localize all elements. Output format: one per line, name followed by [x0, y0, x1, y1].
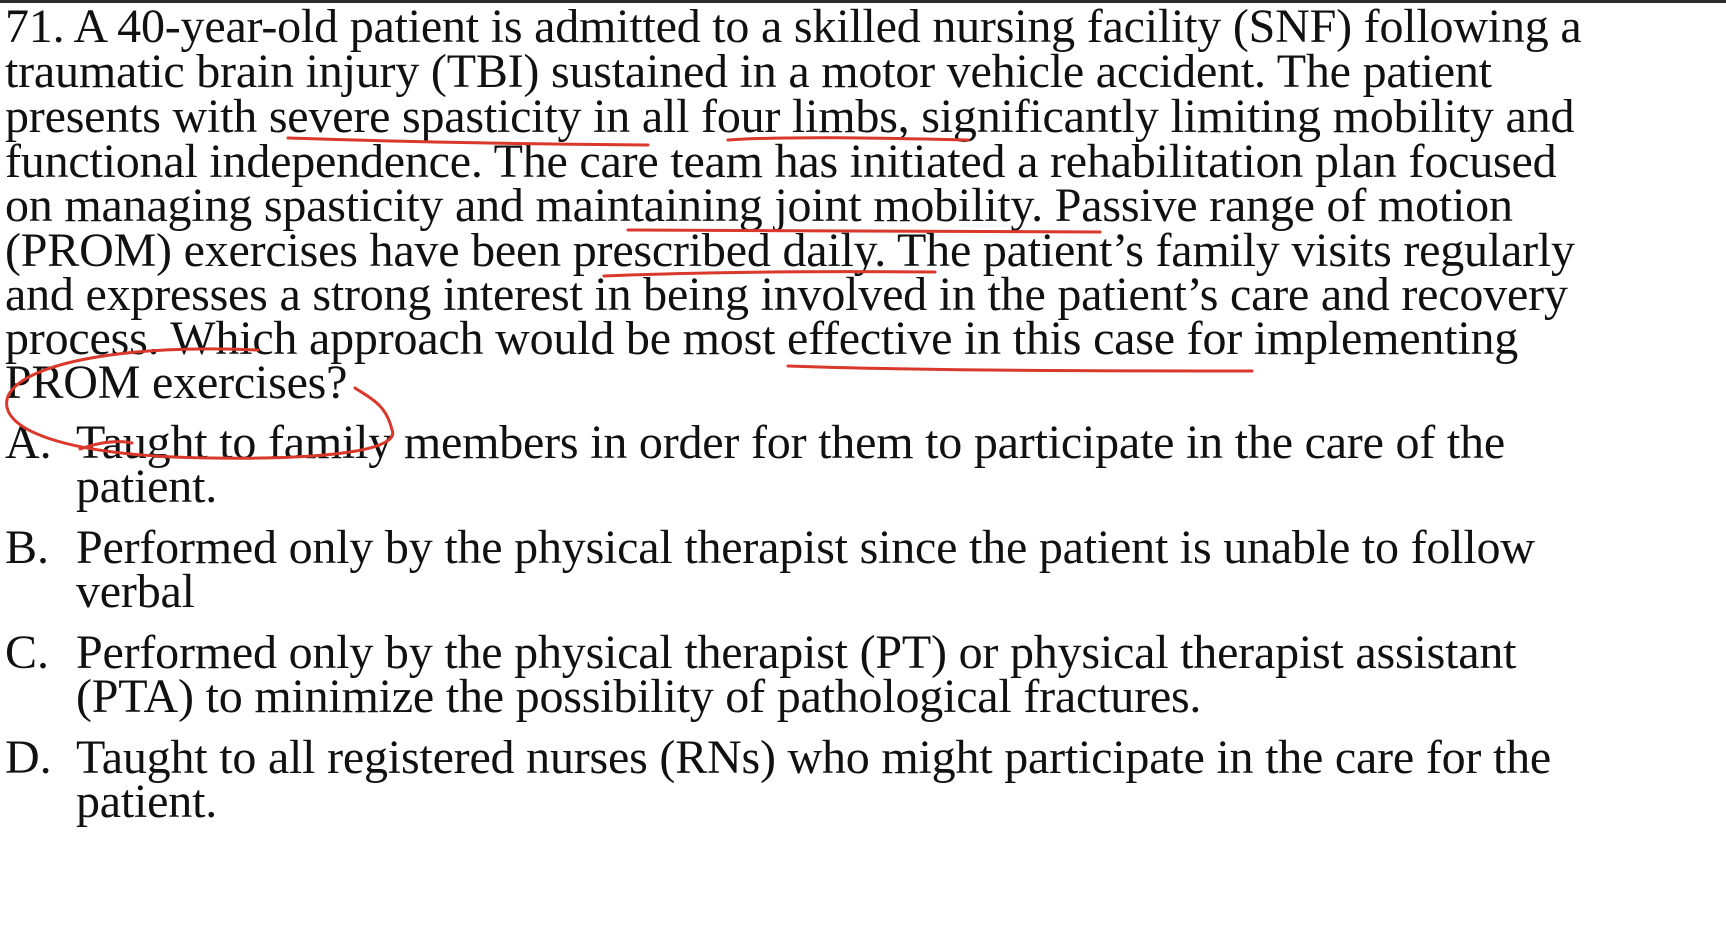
- option-b-line-2: verbal: [76, 565, 195, 618]
- underline-most-effective-in-this-case: [788, 366, 1252, 371]
- question-line-5: on managing spasticity and maintaining joint mobility. Passive range of motion: [5, 179, 1513, 232]
- option-a-line-1: Taught to family members in order for them to participate in the care of the: [76, 416, 1505, 469]
- question-line-2: traumatic brain injury (TBI) sustained in a motor vehicle accident. The patient: [5, 45, 1492, 98]
- question-line-6: (PROM) exercises have been prescribed daily. The patient’s family visits regularly: [5, 224, 1575, 277]
- option-letter-b: B.: [5, 521, 50, 574]
- option-letter-c: C.: [5, 626, 50, 679]
- question-line-3: presents with severe spasticity in all four limbs, significantly limiting mobility and: [5, 90, 1575, 143]
- question-line-8: process. Which approach would be most effective in this case for implementing: [5, 312, 1519, 365]
- option-d-line-1: Taught to all registered nurses (RNs) who might participate in the care for the: [76, 731, 1552, 784]
- option-letter-d: D.: [5, 731, 52, 784]
- question-line-9: PROM exercises?: [5, 356, 348, 409]
- option-letter-a: A.: [5, 416, 52, 469]
- question-line-4: functional independence. The care team has initiated a rehabilitation plan focused: [5, 135, 1557, 188]
- option-c-line-2: (PTA) to minimize the possibility of pathological fractures.: [76, 670, 1202, 723]
- option-d-line-2: patient.: [76, 775, 218, 828]
- question-line-1: 71. A 40-year-old patient is admitted to a skilled nursing facility (SNF) following a: [5, 0, 1582, 53]
- question-line-7: and expresses a strong interest in being involved in the patient’s care and recovery: [5, 268, 1568, 321]
- option-b-line-1: Performed only by the physical therapist since the patient is unable to follow: [76, 521, 1535, 574]
- option-a-line-2: patient.: [76, 460, 218, 513]
- option-c-line-1: Performed only by the physical therapist (PT) or physical therapist assistant: [76, 626, 1517, 679]
